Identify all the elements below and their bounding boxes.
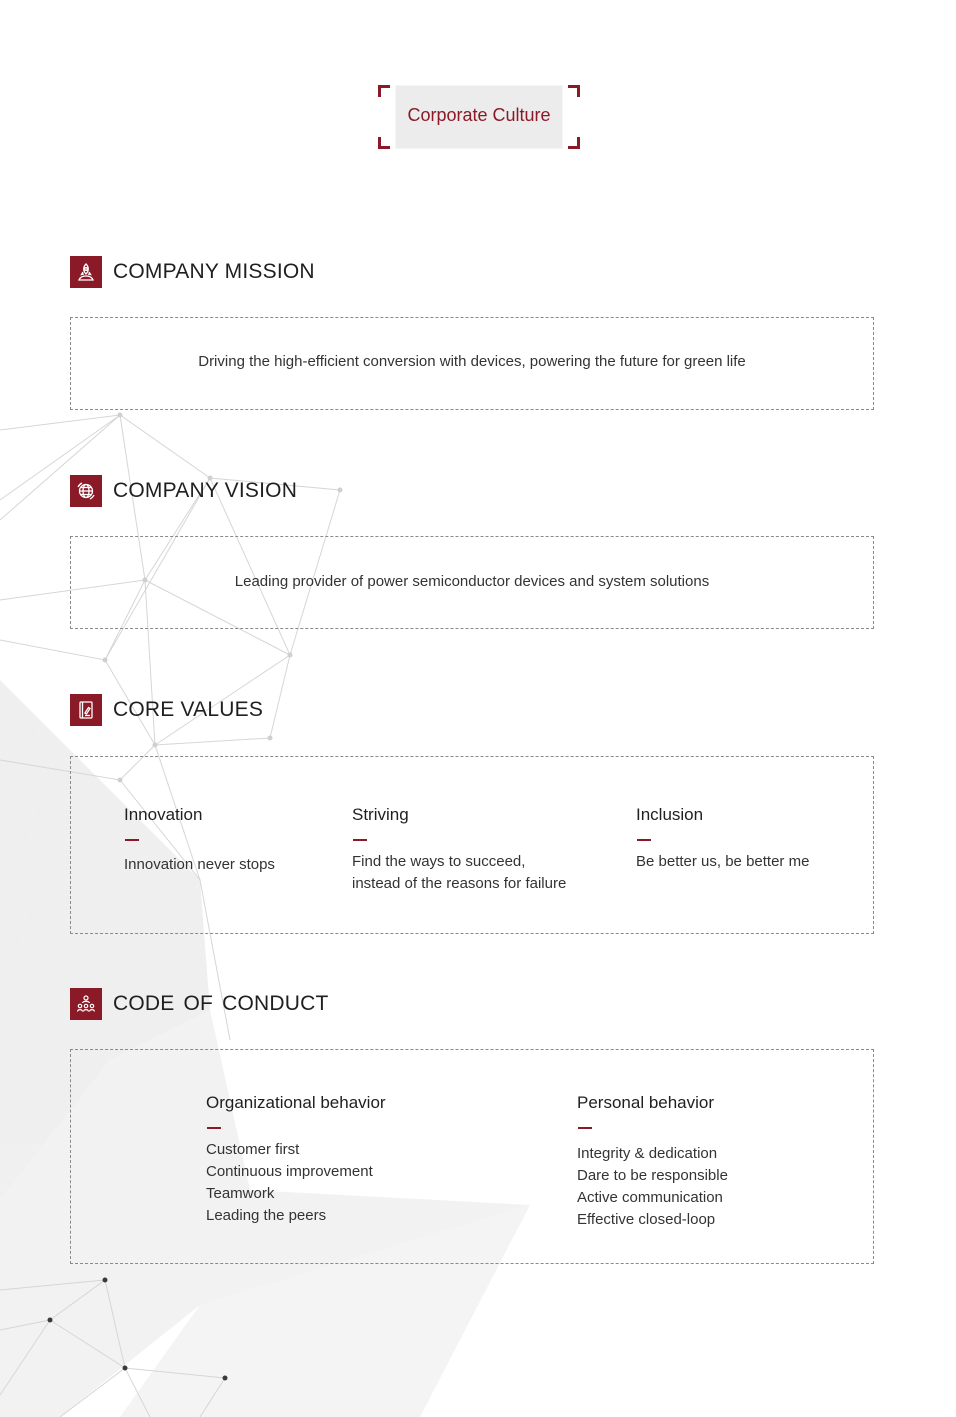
section-title: COMPANY MISSION <box>113 260 315 283</box>
mission-text: Driving the high-efficient conversion with devices, powering the future for green life <box>198 353 746 370</box>
accent-dash <box>578 1127 592 1129</box>
values-box <box>70 756 874 934</box>
conduct-heading <box>70 988 329 1020</box>
section-title: CODE OF CONDUCT <box>113 992 329 1015</box>
corner-bracket <box>568 85 580 97</box>
corner-bracket <box>378 85 390 97</box>
conduct-title-organizational: Organizational behavior <box>206 1093 386 1112</box>
value-title-striving: Striving <box>352 805 409 824</box>
title-badge <box>378 85 580 149</box>
value-text-striving: Find the ways to succeed, instead of the reasons for failure <box>352 853 567 892</box>
team-icon <box>70 988 102 1020</box>
globe-icon <box>70 475 102 507</box>
accent-dash <box>125 839 139 841</box>
vision-box <box>70 536 874 629</box>
value-title-inclusion: Inclusion <box>636 805 704 824</box>
section-title: COMPANY VISION <box>113 479 298 502</box>
vision-text: Leading provider of power semiconductor devices and system solutions <box>234 573 710 590</box>
conduct-list-organizational: Customer first Continuous improvement Teamwork Leading the peers <box>206 1141 373 1224</box>
section-title: CORE VALUES <box>113 698 264 721</box>
page-title: Corporate Culture <box>407 105 551 125</box>
mission-heading <box>70 256 315 288</box>
corner-bracket <box>568 137 580 149</box>
rocket-person-icon <box>70 256 102 288</box>
conduct-title-personal: Personal behavior <box>577 1093 715 1112</box>
mission-box <box>70 317 874 410</box>
values-heading <box>70 694 263 726</box>
book-icon <box>70 694 102 726</box>
corner-bracket <box>378 137 390 149</box>
accent-dash <box>353 839 367 841</box>
value-text-innovation: Innovation never stops <box>124 856 275 873</box>
accent-dash <box>207 1127 221 1129</box>
vision-heading <box>70 475 297 507</box>
value-title-innovation: Innovation <box>124 805 203 824</box>
value-text-inclusion: Be better us, be better me <box>636 853 810 870</box>
accent-dash <box>637 839 651 841</box>
conduct-list-personal: Integrity & dedication Dare to be responsible Active communication Effective closed-loop <box>577 1145 728 1228</box>
conduct-box <box>70 1049 874 1264</box>
